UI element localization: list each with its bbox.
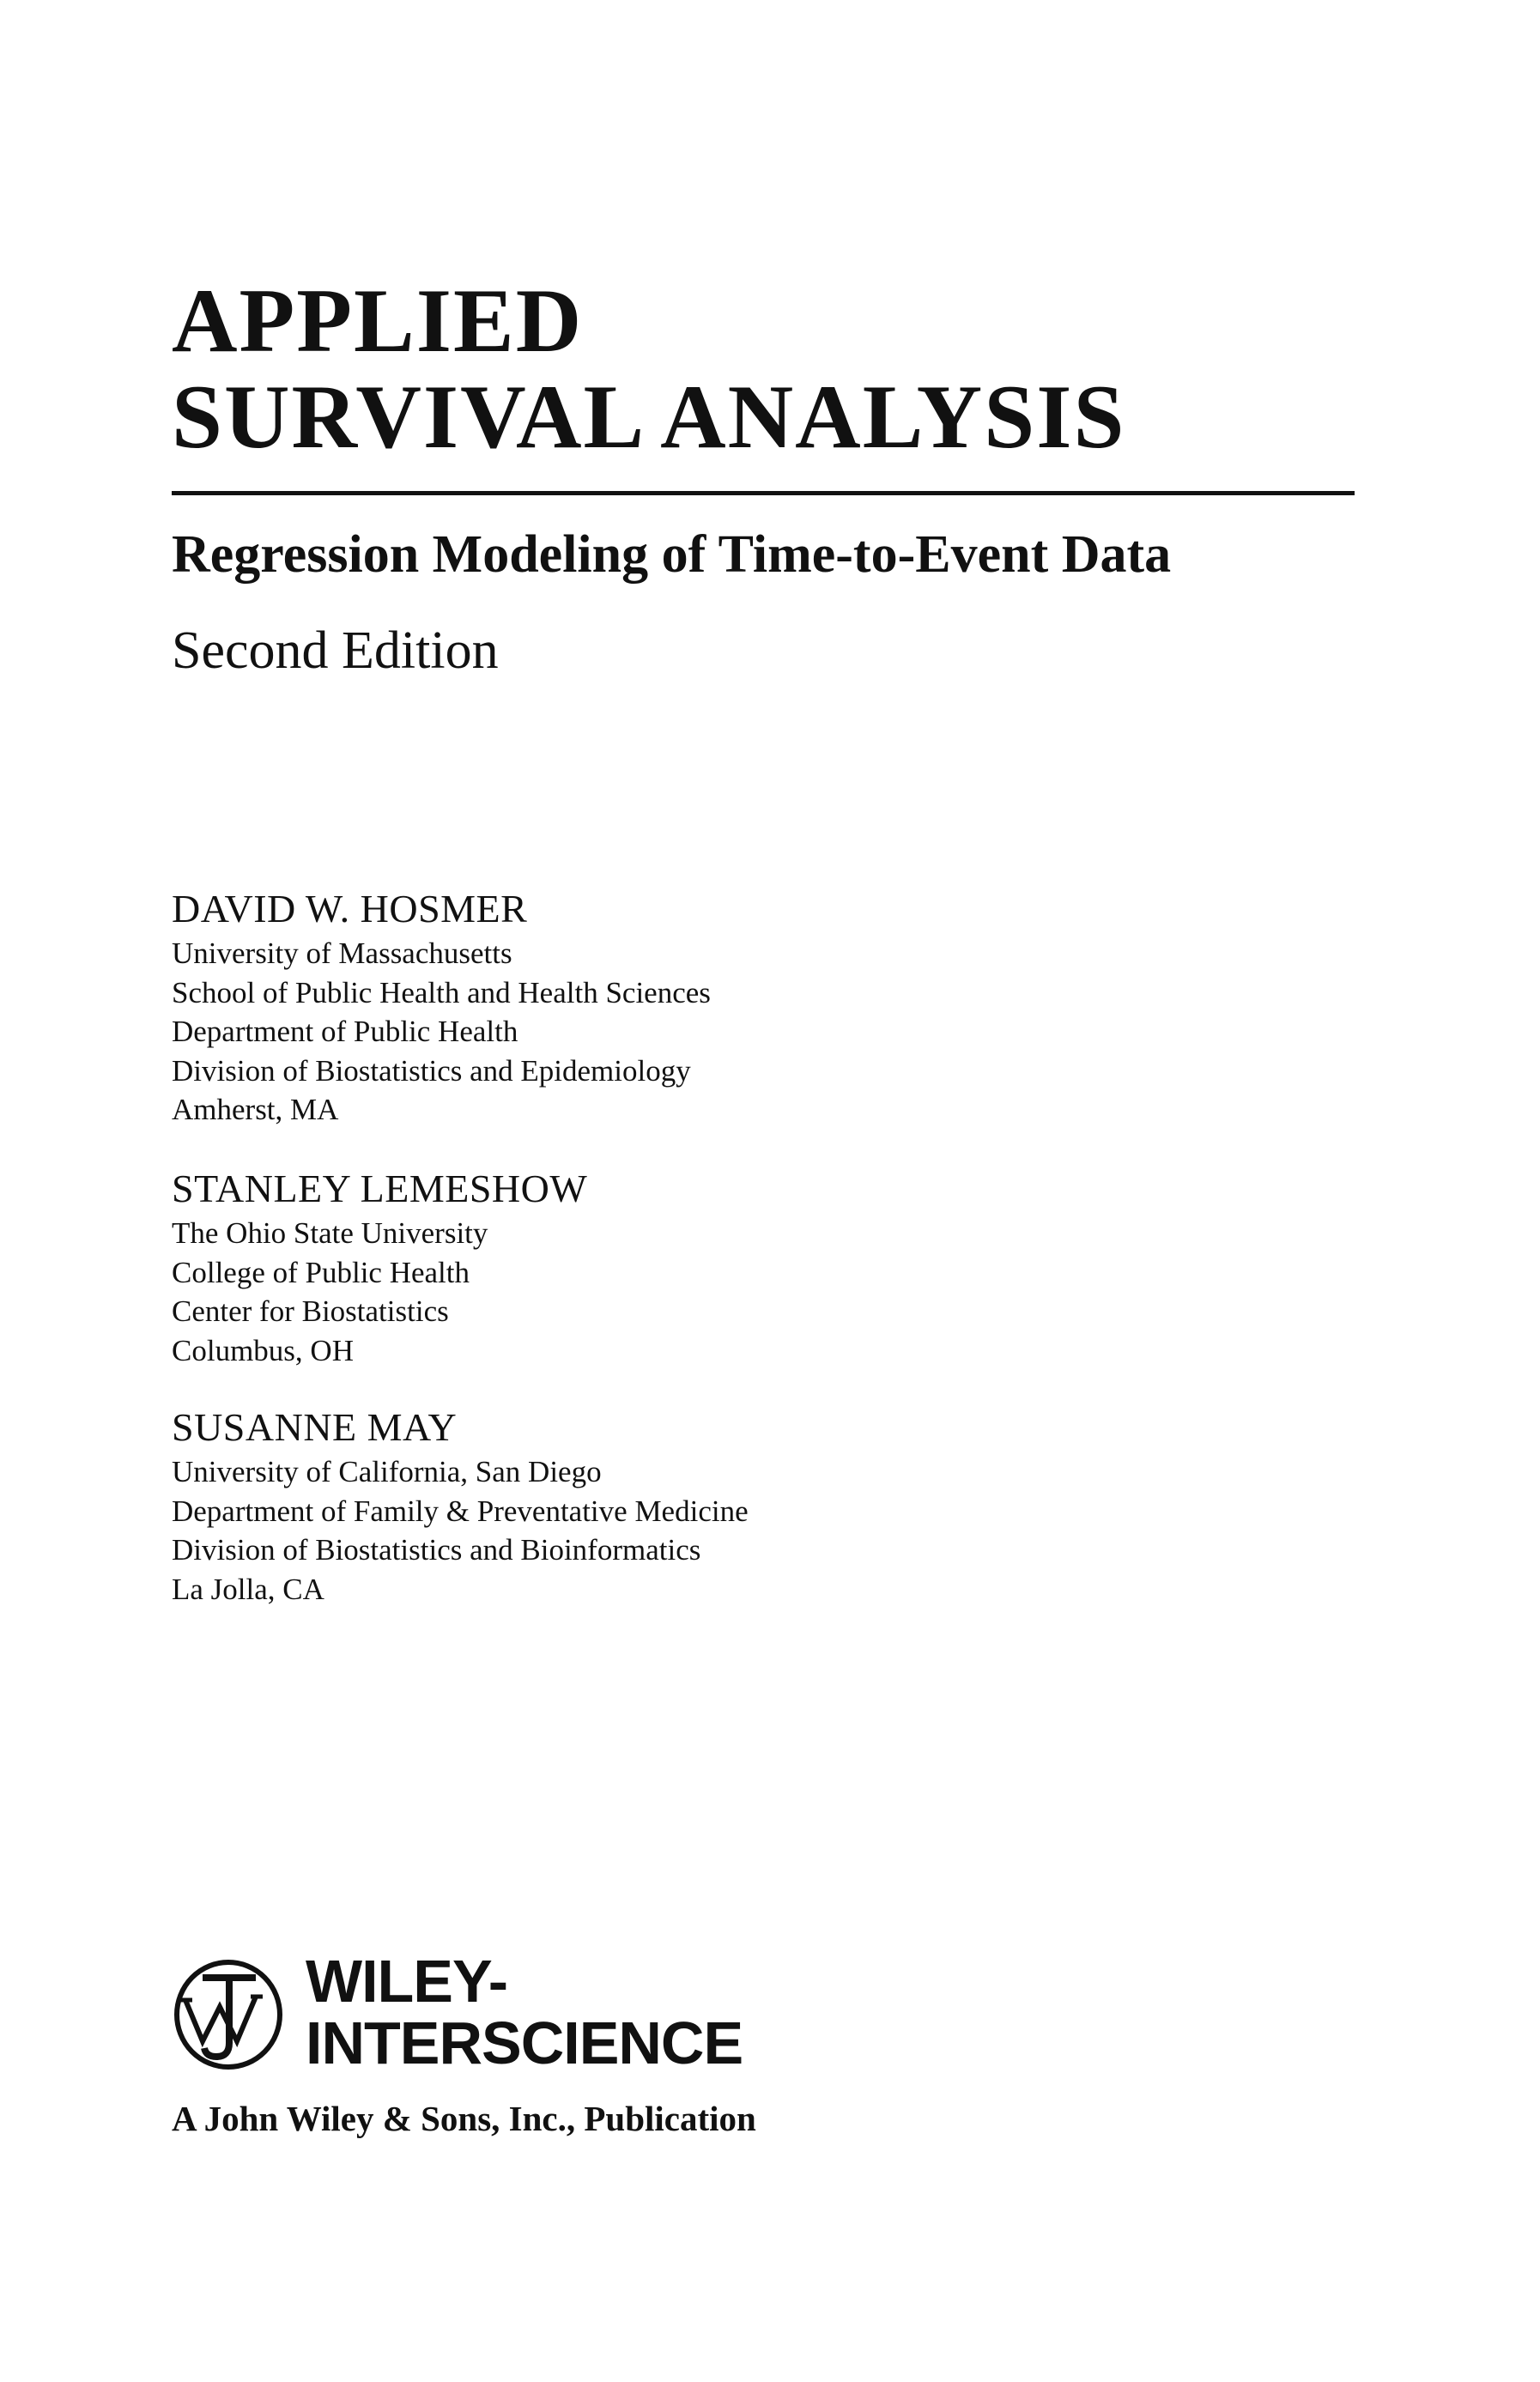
author-affiliation-line: Department of Public Health bbox=[172, 1015, 518, 1048]
book-title bbox=[172, 270, 1126, 467]
author-affiliation-line: School of Public Health and Health Sciences bbox=[172, 975, 711, 1009]
book-title-line-1: APPLIED bbox=[172, 270, 584, 371]
author-name: DAVID W. HOSMER bbox=[172, 887, 528, 930]
author-affiliation-line: Amherst, MA bbox=[172, 1093, 339, 1126]
author-affiliation-line: University of California, San Diego bbox=[172, 1455, 602, 1488]
book-edition: Second Edition bbox=[172, 621, 499, 680]
author-block-may bbox=[172, 1403, 749, 1609]
publisher-imprint: A John Wiley & Sons, Inc., Publication bbox=[172, 2099, 756, 2138]
author-affiliation-line: College of Public Health bbox=[172, 1255, 470, 1289]
author-affiliation-line: Columbus, OH bbox=[172, 1333, 354, 1367]
book-title-line-2: SURVIVAL ANALYSIS bbox=[172, 367, 1126, 467]
author-affiliation-line: Division of Biostatistics and Bioinformatics bbox=[172, 1533, 701, 1567]
author-affiliation-line: Department of Family & Preventative Medicine bbox=[172, 1494, 749, 1528]
author-affiliation-line: University of Massachusetts bbox=[172, 936, 512, 970]
author-block-hosmer bbox=[172, 884, 711, 1130]
author-affiliation-line: The Ohio State University bbox=[172, 1216, 488, 1250]
logo-text-line-1: WILEY- bbox=[306, 1948, 508, 2015]
author-affiliation-line: La Jolla, CA bbox=[172, 1572, 324, 1606]
publisher-logo-text bbox=[306, 1950, 743, 2074]
author-name: STANLEY LEMESHOW bbox=[172, 1167, 588, 1210]
publisher-logo bbox=[172, 1948, 743, 2079]
author-affiliation-line: Center for Biostatistics bbox=[172, 1294, 449, 1328]
wiley-logo-icon bbox=[172, 1957, 300, 2072]
author-affiliation-line: Division of Biostatistics and Epidemiology bbox=[172, 1053, 691, 1088]
logo-text-line-2: INTERSCIENCE bbox=[306, 2009, 743, 2076]
author-name: SUSANNE MAY bbox=[172, 1405, 458, 1449]
author-block-lemeshow bbox=[172, 1164, 587, 1370]
title-divider bbox=[172, 491, 1355, 495]
book-subtitle: Regression Modeling of Time-to-Event Data bbox=[172, 525, 1172, 584]
